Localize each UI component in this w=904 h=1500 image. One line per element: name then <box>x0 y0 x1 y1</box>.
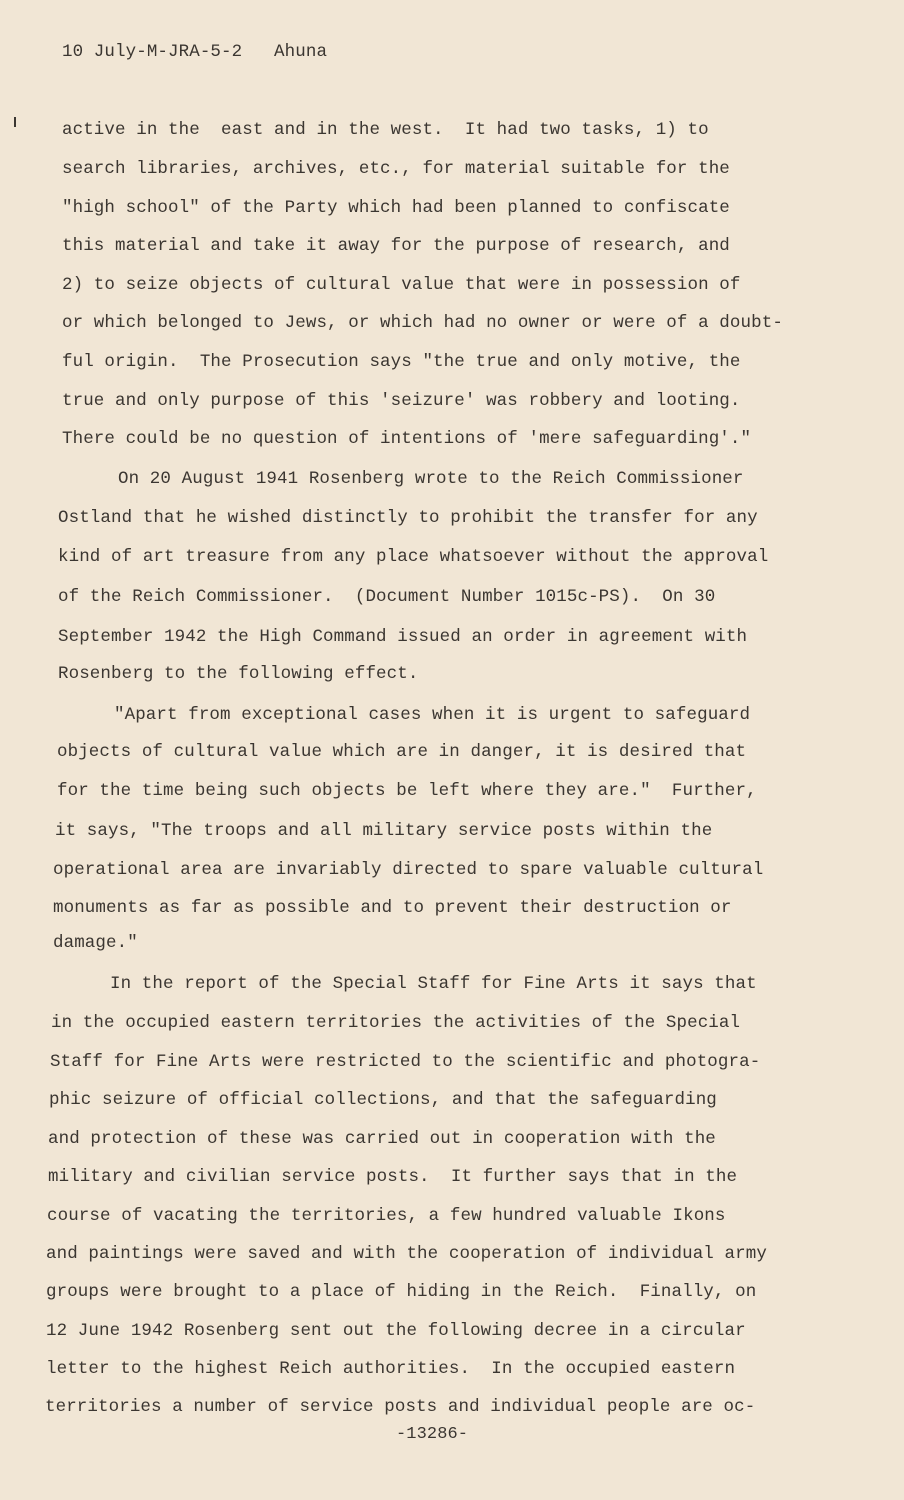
page-header: 10 July-M-JRA-5-2 Ahuna <box>62 42 328 62</box>
text-line: or which belonged to Jews, or which had no owner or were of a doubt- <box>62 313 783 333</box>
text-line: this material and take it away for the purpose of research, and <box>62 236 730 256</box>
left-edge-mark <box>14 117 16 127</box>
text-line: Ostland that he wished distinctly to prohibit the transfer for any <box>58 508 758 528</box>
text-line: course of vacating the territories, a few hundred valuable Ikons <box>47 1206 726 1226</box>
text-line: search libraries, archives, etc., for material suitable for the <box>62 159 730 179</box>
text-line: it says, "The troops and all military service posts within the <box>55 821 713 841</box>
page-number: -13286- <box>396 1425 469 1444</box>
text-line: 2) to seize objects of cultural value that were in possession of <box>62 275 741 295</box>
text-line: "Apart from exceptional cases when it is urgent to safeguard <box>114 705 751 725</box>
text-line: monuments as far as possible and to prevent their destruction or <box>53 898 732 918</box>
text-line: September 1942 the High Command issued an order in agreement with <box>58 627 748 647</box>
text-line: letter to the highest Reich authorities. In the occupied eastern <box>46 1359 736 1379</box>
text-line: true and only purpose of this 'seizure' was robbery and looting. <box>62 391 741 411</box>
text-line: objects of cultural value which are in danger, it is desired that <box>57 742 747 762</box>
text-line: "high school" of the Party which had been planned to confiscate <box>62 198 730 218</box>
text-line: for the time being such objects be left where they are." Further, <box>57 781 757 801</box>
text-line: operational area are invariably directed to spare valuable cultural <box>53 860 764 880</box>
text-line: phic seizure of official collections, and that the safeguarding <box>49 1090 717 1110</box>
text-line: groups were brought to a place of hiding in the Reich. Finally, on <box>46 1282 757 1302</box>
text-line: Rosenberg to the following effect. <box>58 664 419 684</box>
text-line: military and civilian service posts. It further says that in the <box>48 1167 738 1187</box>
text-line: active in the east and in the west. It had two tasks, 1) to <box>62 120 709 140</box>
text-line: territories a number of service posts and individual people are oc- <box>45 1397 756 1417</box>
text-line: In the report of the Special Staff for Fine Arts it says that <box>110 974 757 994</box>
text-line: and paintings were saved and with the cooperation of individual army <box>46 1244 767 1264</box>
text-line: There could be no question of intentions of 'mere safeguarding'." <box>62 429 752 449</box>
text-line: ful origin. The Prosecution says "the true and only motive, the <box>62 352 741 372</box>
text-line: Staff for Fine Arts were restricted to the scientific and photogra- <box>50 1052 761 1072</box>
text-line: kind of art treasure from any place whatsoever without the approval <box>58 547 769 567</box>
text-line: On 20 August 1941 Rosenberg wrote to the Reich Commissioner <box>118 469 744 489</box>
text-line: damage." <box>53 933 138 953</box>
text-line: and protection of these was carried out in cooperation with the <box>48 1129 716 1149</box>
text-line: in the occupied eastern territories the activities of the Special <box>51 1013 741 1033</box>
text-line: 12 June 1942 Rosenberg sent out the following decree in a circular <box>46 1321 746 1341</box>
text-line: of the Reich Commissioner. (Document Number 1015c-PS). On 30 <box>58 587 716 607</box>
